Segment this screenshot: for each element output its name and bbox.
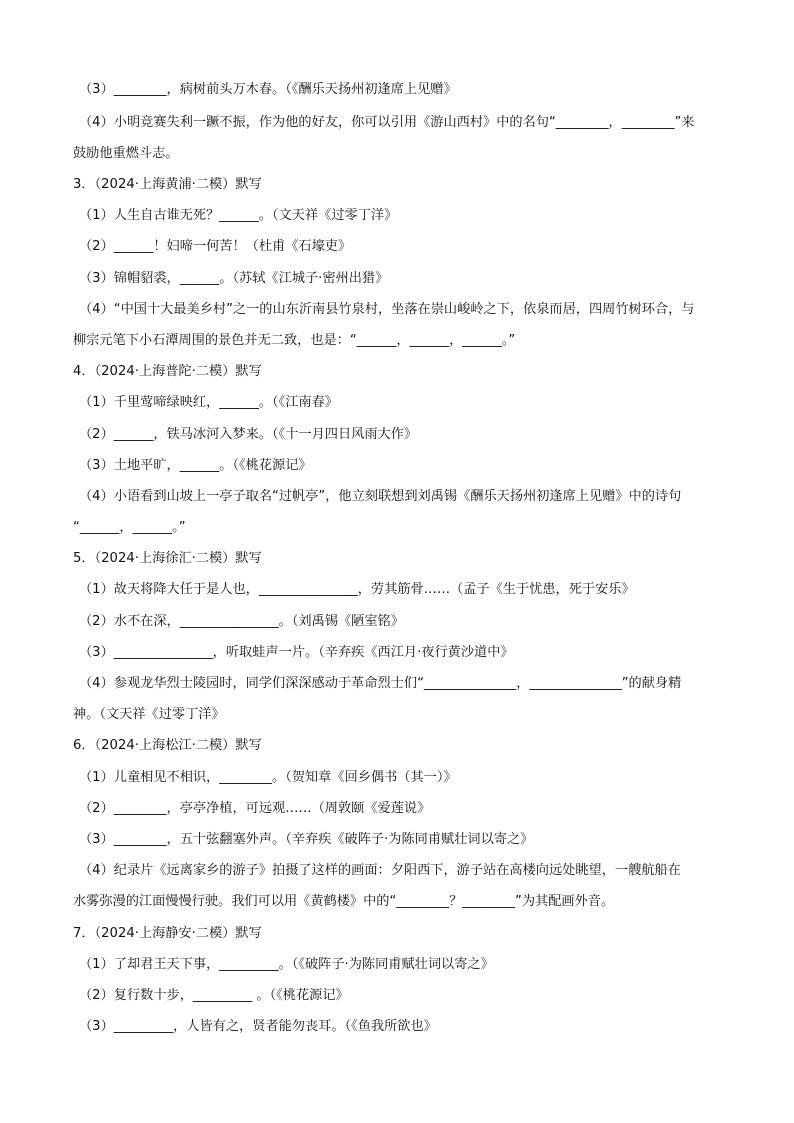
question-item: （1）故天将降大任于是人也，_______________，劳其筋骨……（孟子《生于忧患，死于安乐》 [79, 582, 635, 597]
question-item: （4）小语看到山坡上一亭子取名“过帆亭”，他立刻联想到刘禹锡《酬乐天扬州初逢席上见赠》中的诗句 [79, 489, 682, 504]
section-heading: 6．（2024·上海松江·二模）默写 [73, 738, 262, 753]
section-heading: 3．（2024·上海黄浦·二模）默写 [73, 177, 262, 192]
question-item: （4）纪录片《远离家乡的游子》拍摄了这样的画面：夕阳西下，游子站在高楼向远处眺望，一艘航船在 [79, 863, 681, 878]
question-item: （3）土地平旷，______。（《桃花源记》 [79, 458, 312, 473]
question-item: （3）________，病树前头万木春。（《酬乐天扬州初逢席上见赠》 [79, 82, 457, 97]
question-item: （1）千里莺啼绿映红，______。（《江南春》 [79, 395, 338, 410]
question-item: （3）_______________，听取蛙声一片。（辛弃疾《西江月·夜行黄沙道中》 [79, 645, 514, 660]
question-continuation: 鼓励他重燃斗志。 [73, 146, 179, 161]
question-item: （2）________，亭亭净植，可远观……（周敦颐《爱莲说》 [79, 801, 431, 816]
question-item: （2）水不在深，_______________。（刘禹锡《陋室铭》 [79, 614, 404, 629]
question-continuation: “______，______。” [73, 520, 186, 535]
section-heading: 5．（2024·上海徐汇·二模）默写 [73, 551, 262, 566]
question-continuation: 水雾弥漫的江面慢慢行驶。我们可以用《黄鹤楼》中的“________？________”为其配画外音。 [73, 894, 615, 909]
section-heading: 4．（2024·上海普陀·二模）默写 [73, 364, 262, 379]
question-item: （4）小明竞赛失利一蹶不振，作为他的好友，你可以引用《游山西村》中的名句“________，________”来 [79, 115, 695, 130]
question-item: （3）_________，人皆有之，贤者能勿丧耳。（《鱼我所欲也》 [79, 1019, 437, 1034]
question-item: （3）________，五十弦翻塞外声。（辛弃疾《破阵子·为陈同甫赋壮词以寄之》 [79, 832, 534, 847]
question-continuation: 神。（文天祥《过零丁洋》 [73, 707, 225, 722]
question-item: （2）______！妇啼一何苦！（杜甫《石壕吏》 [79, 239, 352, 254]
question-continuation: 柳宗元笔下小石潭周围的景色并无二致，也是：“______，______，______。” [73, 333, 516, 348]
question-item: （2）复行数十步，_________ 。（《桃花源记》 [79, 988, 349, 1003]
question-item: （4）“中国十大最美乡村”之一的山东沂南县竹泉村，坐落在崇山峻岭之下，依泉而居，四周竹树环合，与 [79, 302, 695, 317]
question-item: （1）儿童相见不相识，________。（贺知章《回乡偶书（其一）》 [79, 770, 457, 785]
question-item: （1）人生自古谁无死？______。（文天祥《过零丁洋》 [79, 208, 398, 223]
question-item: （1）了却君王天下事，_________。（《破阵子·为陈同甫赋壮词以寄之》 [79, 957, 494, 972]
question-item: （3）锦帽貂裘，______。（苏轼《江城子·密州出猎》 [79, 271, 389, 286]
section-heading: 7．（2024·上海静安·二模）默写 [73, 926, 262, 941]
question-item: （2）______，铁马冰河入梦来。（《十一月四日风雨大作》 [79, 427, 418, 442]
question-item: （4）参观龙华烈士陵园时，同学们深深感动于革命烈士们“______________，______________”的献身精 [79, 676, 682, 691]
